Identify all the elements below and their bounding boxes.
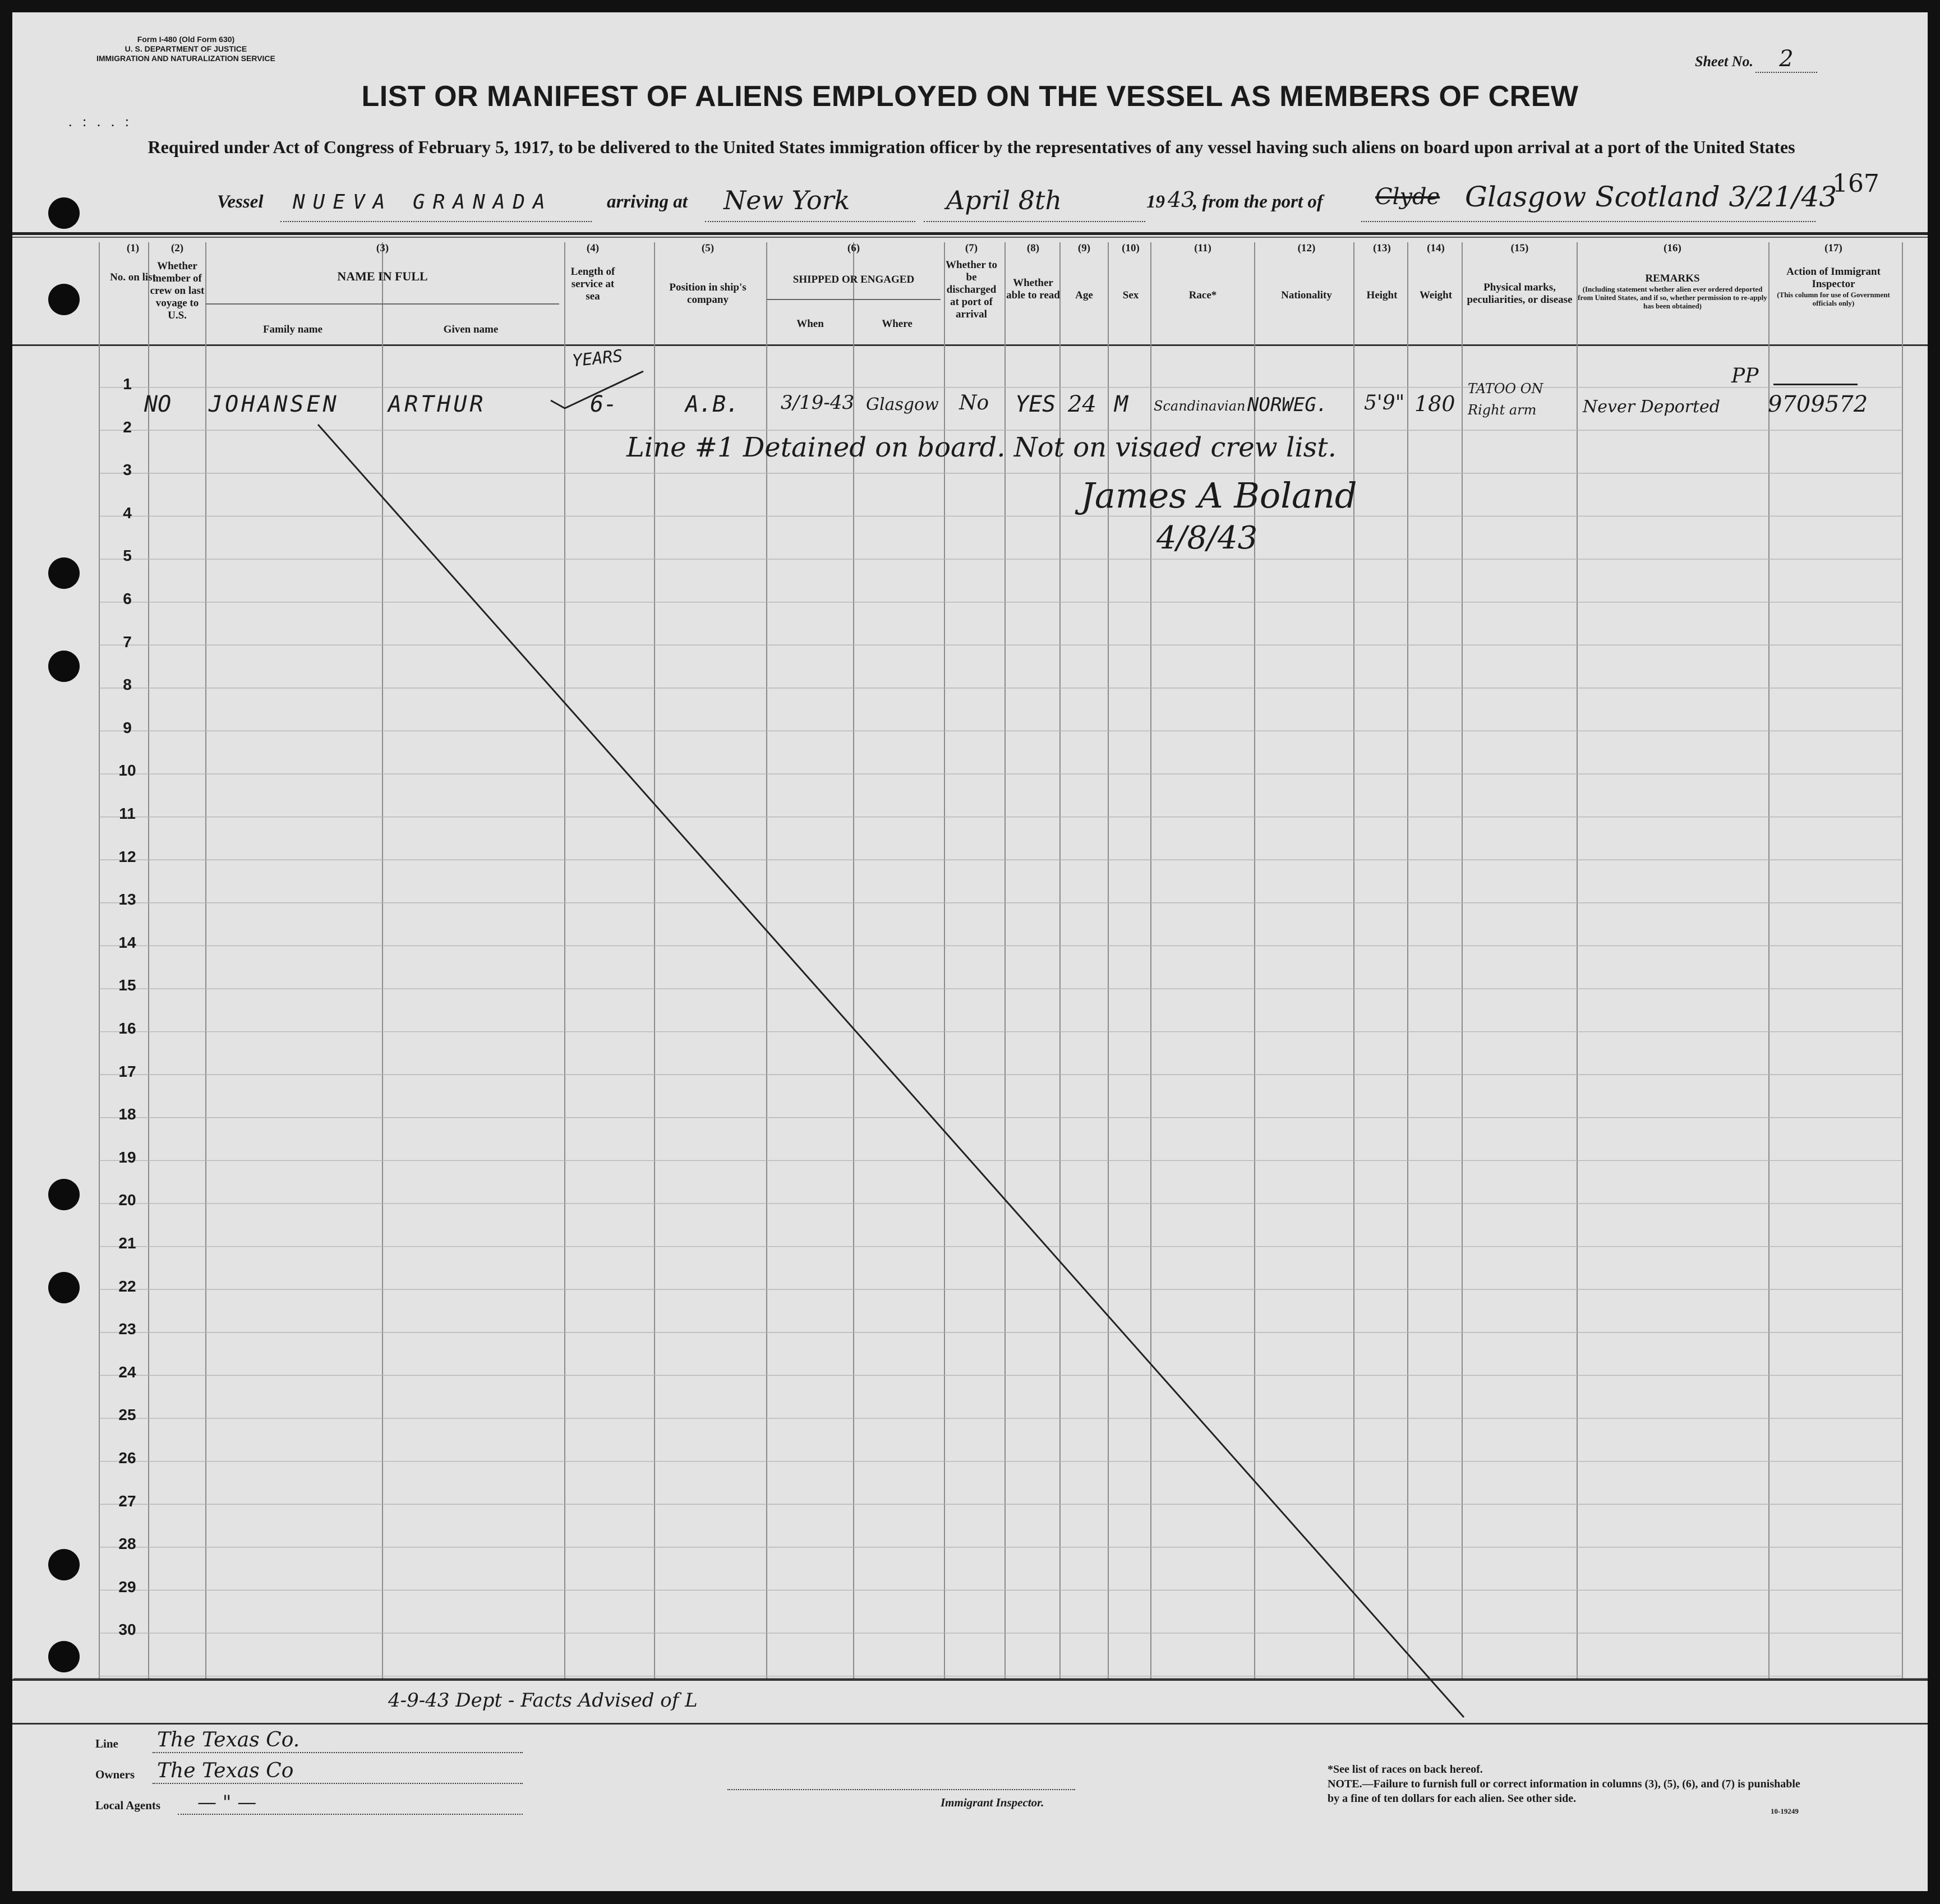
department-note: 4-9-43 Dept - Facts Advised of L [388, 1689, 698, 1712]
col-17-label: Action of Immigrant Inspector [1786, 266, 1881, 290]
row-number: 18 [118, 1105, 136, 1123]
row-number: 2 [123, 418, 132, 436]
row-number: 13 [118, 891, 136, 909]
col-1-label: No. on list [110, 271, 156, 283]
row-number: 5 [123, 547, 132, 565]
col-16-num: (16) [1663, 242, 1681, 254]
row-number: 9 [123, 718, 132, 736]
detention-annotation: Line #1 Detained on board. Not on visaed crew list. [626, 432, 1337, 463]
when-header: When [796, 318, 824, 330]
struck-out-mark [1773, 369, 1858, 385]
inspector-signature: James A Boland [1081, 475, 1357, 516]
row-number: 15 [118, 976, 136, 994]
col-11-label: Race* [1188, 289, 1217, 301]
inspector-action-value: 9709572 [1768, 391, 1868, 417]
vessel-label: Vessel [217, 192, 264, 212]
col-13-num: (13) [1373, 242, 1391, 254]
row-number: 8 [123, 676, 132, 694]
col-7-label: Whether to be discharged at port of arrival [946, 259, 997, 320]
col-14-num: (14) [1427, 242, 1445, 254]
col-3-label: NAME IN FULL [337, 269, 428, 283]
cancellation-diagonal [318, 425, 1464, 1717]
row-number: 29 [118, 1578, 136, 1596]
from-port-label: , from the port of [1193, 192, 1323, 212]
vessel-name: NUEVA GRANADA [293, 191, 553, 214]
col-11-num: (11) [1194, 242, 1211, 254]
signature-date: 4/8/43 [1156, 520, 1258, 556]
row-number: 19 [118, 1148, 136, 1166]
height-value: 5'9" [1364, 391, 1405, 414]
row-number: 17 [118, 1062, 136, 1080]
row-number: 24 [118, 1363, 136, 1381]
page-subtitle: Required under Act of Congress of February 5, 1917, to be delivered to the United States immigration officer by the representatives of any vessel having such aliens on board upon arrival at a port of the United States [148, 137, 1795, 157]
races-note: *See list of races on back hereof. [1328, 1763, 1483, 1776]
row-number: 23 [118, 1320, 136, 1338]
physical-marks-value: TATOO ON Right arm [1468, 381, 1543, 418]
line-label: Line [95, 1737, 118, 1750]
service-name: IMMIGRATION AND NATURALIZATION SERVICE [96, 54, 275, 63]
page-title: LIST OR MANIFEST OF ALIENS EMPLOYED ON THE VESSEL AS MEMBERS OF CREW [361, 80, 1579, 113]
col-15-label: Physical marks, peculiarities, or disease [1467, 282, 1573, 306]
row-number: 3 [123, 461, 132, 479]
col-8-num: (8) [1026, 242, 1040, 254]
where-header: Where [882, 318, 913, 330]
owners-value: The Texas Co [157, 1759, 294, 1782]
col-5-label: Position in ship's company [669, 282, 746, 306]
row-number: 7 [123, 633, 132, 651]
col-12-label: Nationality [1281, 289, 1332, 301]
discharged-value: No [959, 391, 989, 414]
row-number: 11 [119, 805, 136, 822]
col-1-num: (1) [126, 242, 140, 254]
able-to-read-value: YES [1015, 391, 1056, 417]
department-name: U. S. DEPARTMENT OF JUSTICE [125, 44, 247, 53]
service-value: 6- [590, 391, 618, 417]
family-name-value: JOHANSEN [209, 391, 339, 417]
row-number: 12 [118, 847, 136, 865]
given-name-value: ARTHUR [388, 391, 486, 417]
nationality-value: NORWEG. [1247, 394, 1328, 416]
arrival-year: 43 [1168, 187, 1195, 212]
given-name-header: Given name [443, 324, 499, 335]
row-number: 1 [123, 375, 132, 393]
col-2-label: Whether member of crew on last voyage to U.S. [150, 260, 205, 321]
family-name-header: Family name [262, 324, 323, 335]
col-9-num: (9) [1077, 242, 1091, 254]
col-17-num: (17) [1824, 242, 1842, 254]
age-value: 24 [1068, 391, 1096, 417]
row-number: 14 [118, 933, 136, 951]
shipped-where-value: Glasgow [866, 395, 939, 414]
col-14-label: Weight [1419, 289, 1453, 301]
col-10-label: Sex [1122, 289, 1139, 301]
arriving-label: arriving at [607, 192, 688, 212]
line-value: The Texas Co. [157, 1728, 300, 1751]
row-number: 22 [118, 1277, 136, 1295]
col-3-num: (3) [376, 242, 389, 254]
year-prefix: 19 [1146, 192, 1165, 212]
col-10-num: (10) [1122, 242, 1140, 254]
row-number: 10 [118, 762, 136, 780]
col-4-num: (4) [586, 242, 600, 254]
col-5-num: (5) [701, 242, 715, 254]
row-number: 20 [118, 1191, 136, 1209]
race-value: Scandinavian [1154, 398, 1246, 414]
col-8-label: Whether able to read [1006, 277, 1060, 301]
shipped-when-value: 3/19-43 [781, 391, 855, 414]
col-12-num: (12) [1297, 242, 1316, 254]
owners-label: Owners [95, 1768, 135, 1781]
row-number: 26 [118, 1449, 136, 1467]
row-number: 16 [118, 1020, 136, 1037]
weight-value: 180 [1414, 391, 1455, 416]
row-number: 6 [123, 590, 132, 607]
arrival-date: April 8th [946, 185, 1062, 215]
row-number: 4 [123, 504, 132, 522]
local-agents-value: — " — [197, 1791, 257, 1814]
col-9-label: Age [1075, 289, 1093, 301]
local-agents-label: Local Agents [95, 1799, 161, 1812]
page-number: 167 [1832, 169, 1879, 198]
row-number: 21 [118, 1234, 136, 1252]
immigrant-inspector-label: Immigrant Inspector. [941, 1796, 1044, 1809]
col-13-label: Height [1366, 289, 1398, 301]
col-4-label: Length of service at sea [570, 266, 615, 302]
col-16-label: REMARKS [1645, 273, 1700, 284]
col-16-note: (Including statement whether alien ever ordered deported from United States, and if so, whether permission to re-apply has been obtained) [1578, 285, 1767, 310]
row-number: 27 [118, 1492, 136, 1510]
remarks-value: Never Deported [1583, 397, 1721, 417]
col-7-num: (7) [965, 242, 978, 254]
row-number: 25 [118, 1406, 136, 1424]
penalty-note: NOTE.—Failure to furnish full or correct information in columns (3), (5), (6), and (7) is punishable by a fine of ten dollars for each alien. See other side. [1328, 1778, 1800, 1805]
last-voyage-value: NO [144, 391, 172, 417]
departure-port: Glasgow Scotland 3/21/43 [1465, 181, 1837, 213]
row-number: 28 [118, 1535, 136, 1553]
sheet-number-value: 2 [1755, 46, 1817, 73]
col-17-note: (This column for use of Government officials only) [1777, 291, 1890, 307]
arrival-port: New York [724, 185, 850, 215]
years-note: YEARS [571, 346, 624, 371]
sheet-number-label: Sheet No. [1695, 53, 1753, 70]
sex-value: M [1114, 391, 1128, 417]
form-code: 10-19249 [1771, 1807, 1799, 1815]
col-6-num: (6) [847, 242, 860, 254]
col-15-num: (15) [1510, 242, 1529, 254]
stamp-dots: . : . . : [68, 113, 132, 130]
pp-annotation: PP [1731, 365, 1759, 388]
col-6-label: SHIPPED OR ENGAGED [792, 274, 915, 285]
form-number: Form I-480 (Old Form 630) [137, 35, 235, 44]
col-2-num: (2) [171, 242, 184, 254]
row-number: 30 [118, 1621, 136, 1639]
struck-port: Clyde [1375, 184, 1440, 210]
position-value: A.B. [685, 391, 740, 417]
manifest-sheet [12, 12, 1928, 1891]
